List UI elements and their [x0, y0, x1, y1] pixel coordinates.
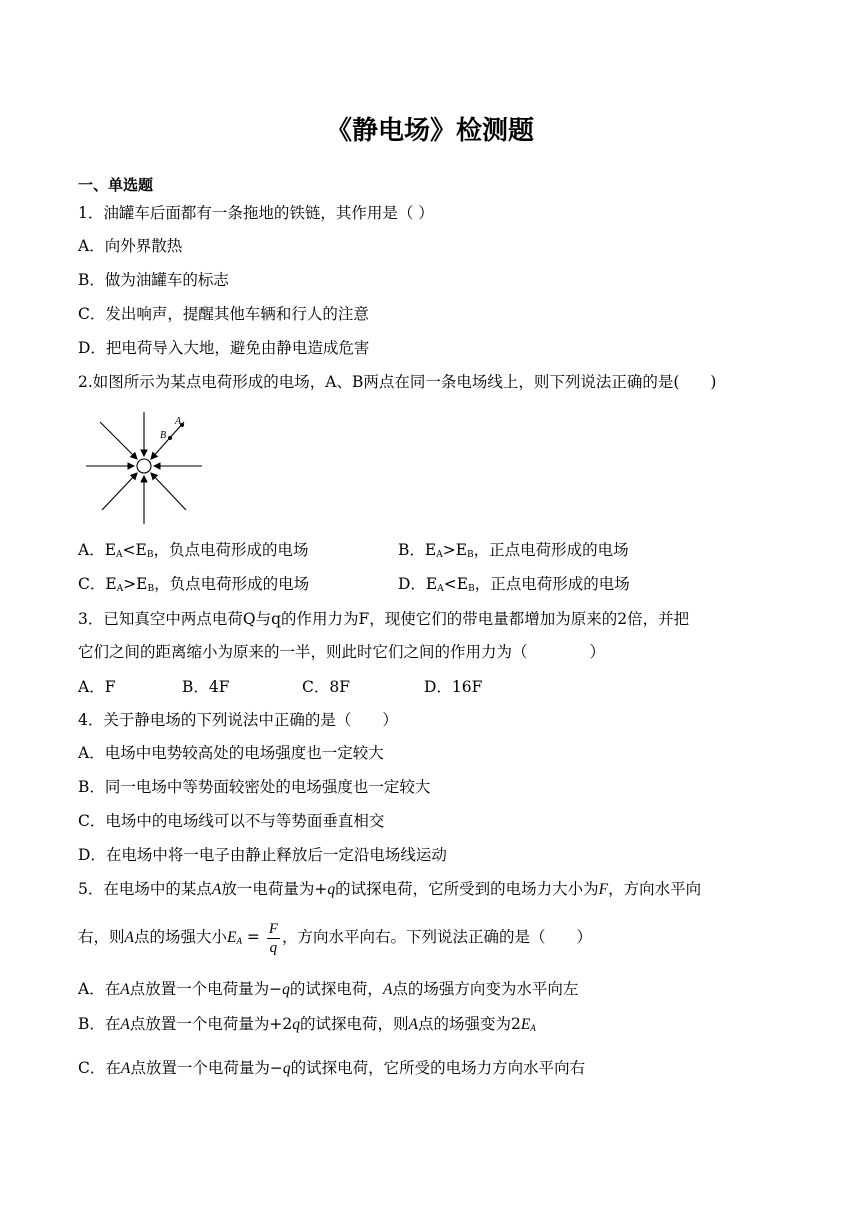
- question-4-option-c: C．电场中的电场线可以不与等势面垂直相交: [78, 812, 385, 830]
- question-5-option-a: A．在A点放置一个电荷量为−q的试探电荷，A点的场强方向变为水平向左: [78, 980, 579, 998]
- point-a-label: A: [175, 416, 182, 427]
- question-2-option-c: C．$E_A>E_B$，负点电荷形成的电场: [78, 575, 310, 594]
- point-b-label: B: [160, 430, 167, 441]
- question-5-option-c: C．在A点放置一个电荷量为−q的试探电荷，它所受的电场力方向水平向右: [78, 1059, 586, 1077]
- question-5-option-b: B．在A点放置一个电荷量为+2q的试探电荷，则A点的场强变为$2E_A$: [78, 1015, 536, 1033]
- question-3-option-c: C．8F: [302, 678, 350, 696]
- question-2-stem: 2.如图所示为某点电荷形成的电场，A、B两点在同一条电场线上，则下列说法正确的是( ): [78, 373, 717, 391]
- question-3-stem-line-2: 它们之间的距离缩小为原来的一半，则此时它们之间的作用力为（ ）: [78, 643, 606, 661]
- point-b-dot: [168, 436, 172, 440]
- field-strength-fraction: $\frac{F}{q}$: [268, 920, 278, 956]
- question-4-stem: 4．关于静电场的下列说法中正确的是（ ）: [78, 711, 398, 729]
- question-4-option-a: A．电场中电势较高处的电场强度也一定较大: [78, 744, 384, 762]
- question-2-option-a: A．$E_A<E_B$，负点电荷形成的电场: [78, 541, 309, 560]
- section-heading: 一、单选题: [78, 176, 154, 194]
- question-1-option-d: D．把电荷导入大地，避免由静电造成危害: [78, 339, 370, 357]
- question-4-option-b: B．同一电场中等势面较密处的电场强度也一定较大: [78, 778, 431, 796]
- page-title: 《静电场》检测题: [325, 116, 534, 146]
- question-2-option-d: D．$E_A<E_B$，正点电荷形成的电场: [398, 575, 630, 594]
- question-3-option-b: B．4F: [182, 678, 230, 696]
- question-3-stem-line-1: 3．已知真空中两点电荷Q与q的作用力为F，现使它们的带电量都增加为原来的2倍，并把: [78, 610, 690, 628]
- question-1-stem: 1．油罐车后面都有一条拖地的铁链，其作用是（ ）: [78, 204, 434, 222]
- question-3-option-a: A．F: [78, 678, 116, 696]
- question-5-stem-line-2: 右，则A点的场强大小$E_A$ = $\frac{F}{q}$ ，方向水平向右。下列说法正确的是（ ）: [78, 920, 592, 956]
- electric-field-diagram: [84, 410, 208, 526]
- question-1-option-a: A．向外界散热: [78, 237, 183, 255]
- question-1-option-c: C．发出响声，提醒其他车辆和行人的注意: [78, 305, 369, 323]
- question-4-option-d: D．在电场中将一电子由静止释放后一定沿电场线运动: [78, 846, 447, 864]
- question-2-option-b: B．$E_A>E_B$，正点电荷形成的电场: [398, 541, 629, 560]
- question-3-option-d: D．16F: [424, 678, 483, 696]
- question-5-stem-line-1: 5．在电场中的某点A放一电荷量为+q的试探电荷，它所受到的电场力大小为F，方向水平向: [78, 880, 702, 898]
- question-1-option-b: B．做为油罐车的标志: [78, 271, 229, 289]
